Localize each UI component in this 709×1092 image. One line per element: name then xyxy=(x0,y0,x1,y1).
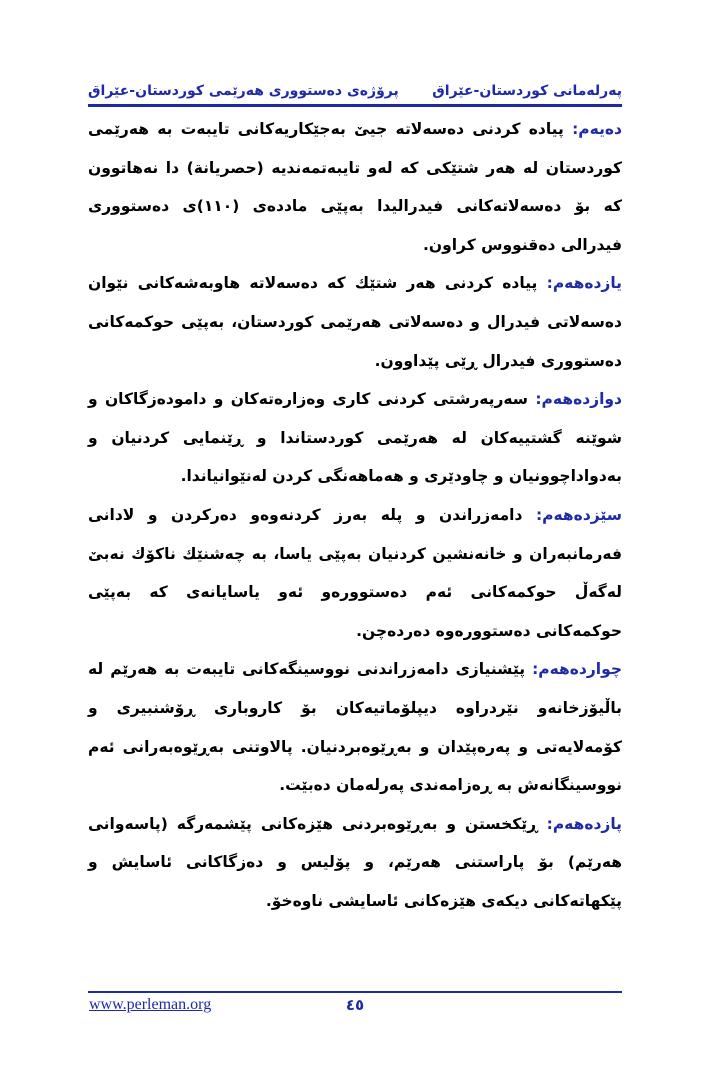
paragraph-12 xyxy=(88,380,622,496)
paragraph-14 xyxy=(88,650,622,804)
paragraph-label: دەیەم: xyxy=(572,120,622,138)
paragraph-13 xyxy=(88,496,622,650)
paragraph-label: دوازدەهەم: xyxy=(535,390,622,409)
paragraph-label: سێزدەهەم: xyxy=(535,505,622,524)
paragraph-text: ڕێکخستن و بەڕێوەبردنی هێزەکانی پێشمەرگە (پاسەوانی هەرێم) بۆ پاراستنی هەرێم، و پۆلیس و دەزگاکانی ئاسایش و پێکهاتەکانی دیکەی هێزەکانی ئاسایشی ناوەخۆ. xyxy=(88,814,622,910)
header-parliament-title: پەرلەمانی کوردستان-عێراق xyxy=(432,83,622,99)
paragraph-11 xyxy=(88,264,622,380)
paragraph-label: چواردەهەم: xyxy=(532,660,622,679)
paragraph-label: یازدەهەم: xyxy=(546,274,622,293)
paragraph-label: پازدەهەم: xyxy=(546,814,622,833)
paragraph-15 xyxy=(88,805,622,921)
page-header xyxy=(88,80,622,102)
paragraph-text: پێشنیازی دامەزراندنی نووسینگەکانی تایبەت بە هەرێم لە باڵیۆزخانەو نێردراوە دیپلۆماتیەکان بۆ کاروباری ڕۆشنبیری و کۆمەلایەتی و پەرەپێدان و بەڕێوەبردنیان. پالاوتنی بەڕێوەبەرانی ئەم نووسینگانەش بە ڕەزامەندی پەرلەمان دەبێت. xyxy=(88,660,622,795)
paragraph-10 xyxy=(88,110,622,264)
website-link[interactable]: www.perleman.org xyxy=(89,996,212,1013)
document-body xyxy=(88,110,622,920)
header-document-title: پرۆژەی دەستووری هەرێمی کوردستان-عێراق xyxy=(88,83,399,99)
header-divider xyxy=(88,104,622,107)
paragraph-text: پیادە کردنی دەسەلاتە جیێ بەجێکاریەکانی تایبەت بە هەرێمی کوردستان لە هەر شتێکی کە لەو تایبەتمەندیە (حصریانة) دا نەهاتوون کە بۆ دەسەلاتەکانی فیدرالیدا بەپێی ماددەی (١١٠)ی دەستووری فیدرالی دەقنووس کراون. xyxy=(88,120,623,254)
paragraph-text: پیادە کردنی هەر شتێك کە دەسەلاتە هاوبەشەکانی نێوان دەسەلاتی فیدرال و دەسەلاتی هەرێمی کوردستان، بەپێی حوکمەکانی دەستووری فیدرال ڕێی پێداوون. xyxy=(88,274,622,370)
footer-divider xyxy=(88,991,622,993)
page-number: ٤٥ xyxy=(345,996,365,1014)
paragraph-text: دامەزراندن و پلە بەرز کردنەوەو دەرکردن و لادانی فەرمانبەران و خانەنشین کردنیان بەپێی یاسا، بە چەشنێك ناکۆك نەبێ لەگەڵ حوکمەکانی ئەم دەستوورەو ئەو یاسایانەی کە بەپێی حوکمەکانی دەستوورەوە دەردەچن. xyxy=(88,505,622,640)
paragraph-text: سەرپەرشتی کردنی کاری وەزارەتەکان و دامودەزگاکان و شوێنە گشتییەکان لە هەرێمی کوردستاندا و ڕێنمایی کردنیان و بەدواداچوونیان و چاودێری و هەماهەنگی کردن لەنێوانیاندا. xyxy=(88,390,622,486)
